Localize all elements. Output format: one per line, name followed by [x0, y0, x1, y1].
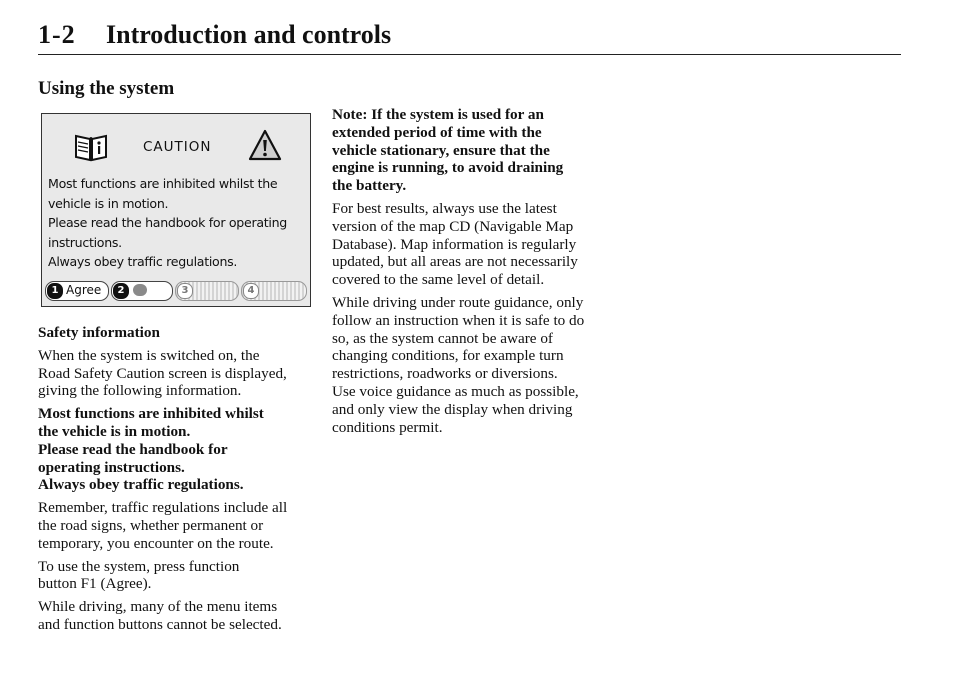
message-line: vehicle is in motion. [48, 195, 169, 211]
f4-button[interactable] [241, 281, 307, 301]
note-text: Note: If the system is used for an extended period of time with the vehicle stationary, ensure that the engine is running, to avoid draining the battery. [332, 106, 564, 195]
message-line: Always obey traffic regulations. [48, 254, 238, 269]
message-line: Most functions are inhibited whilst the [48, 176, 278, 191]
paragraph: While driving under route guidance, only follow an instruction when it is safe to do so, as the system cannot be aware of changing conditions, for example turn restrictions, roadworks or diversions. Use voice guidance as much as possible, and only view the display when driving conditions permit. [332, 293, 585, 436]
caution-screen-illustration [41, 113, 311, 307]
f4-number: 4 [243, 283, 259, 299]
disc-icon [133, 284, 147, 296]
paragraph: Remember, traffic regulations include all the road signs, whether permanent or temporary, you encounter on the route. [38, 499, 288, 552]
f1-label: Agree [66, 283, 102, 297]
paragraph: For best results, always use the latest version of the map CD (Navigable Map Database). Map information is regularly updated, but all areas are not necessarily covered to the same level of detail. [332, 199, 578, 289]
right-column [332, 106, 612, 436]
caution-message [48, 174, 306, 272]
paragraph: To use the system, press function button F1 (Agree). [38, 557, 240, 593]
left-column [38, 324, 318, 634]
page-number: 1-2 [38, 20, 76, 49]
safety-heading: Safety information [38, 324, 160, 341]
page-title: Introduction and controls [106, 20, 392, 49]
f3-button[interactable] [175, 281, 239, 301]
paragraph: When the system is switched on, the Road Safety Caution screen is displayed, giving the following information. [38, 346, 287, 400]
paragraph: While driving, many of the menu items and function buttons cannot be selected. [38, 598, 282, 633]
book-info-icon [74, 132, 108, 162]
caution-label: CAUTION [143, 139, 212, 155]
message-line: Please read the handbook for operating [48, 215, 287, 230]
f2-number: 2 [113, 283, 129, 299]
page-header [38, 18, 901, 55]
f3-number: 3 [177, 283, 193, 299]
f1-agree-button[interactable] [45, 281, 109, 301]
function-key-bar [45, 281, 307, 301]
bold-caution-text: Most functions are inhibited whilst the vehicle is in motion. Please read the handbook for operating instructions. Always obey traffic regulations. [38, 405, 264, 494]
warning-triangle-icon [248, 129, 282, 161]
message-line: instructions. [48, 234, 122, 250]
f1-number: 1 [47, 283, 63, 299]
section-title: Using the system [38, 78, 175, 99]
f2-button[interactable] [111, 281, 173, 301]
